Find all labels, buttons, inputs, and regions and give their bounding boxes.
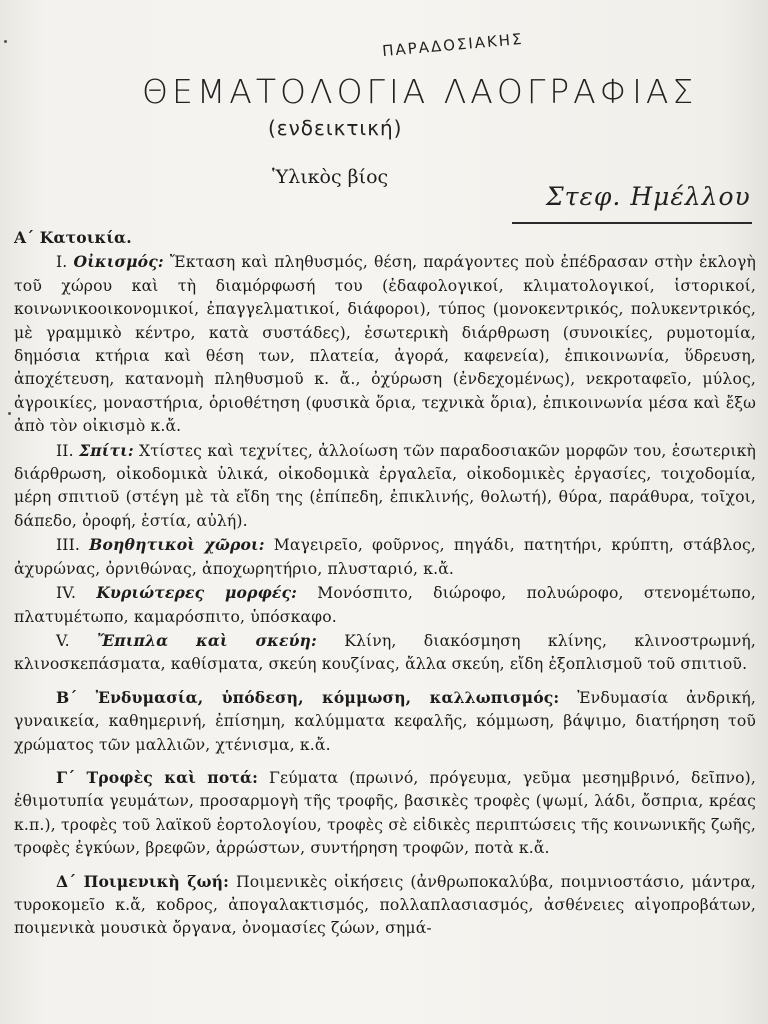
page-title: ΘΕΜΑΤΟΛΟΓΙΑ ΛΑΟΓΡΑΦΙΑΣ [142, 72, 698, 111]
section-c-heading: Γ΄ Τροφὲς καὶ ποτά: [56, 767, 259, 787]
item-text: Χτίστες καὶ τεχνίτες, ἀλλοίωση τῶν παραδοσιακῶν μορφῶν του, ἐσωτερικὴ διάρθρωση, οἰκοδομικὰ ὑλικά, οἰκοδομικὰ ἐργαλεῖα, οἰκοδομικὲς ἐργασίες, τοιχοδομία, μέρη σπιτιοῦ (στέγη μὲ τὰ εἴδη της (ἐπίπεδη, ἐπικλινής, θολωτή), θύρα, παράθυρα, τοῖχοι, δάπεδο, ὀροφή, ἑστία, αὐλή). [14, 441, 756, 530]
author-signature: Στεφ. Ημέλλου [546, 182, 751, 211]
scan-speck [8, 412, 11, 415]
item-text: Μονόσπιτο, διώροφο, πολυώροφο, στενομέτωπο, πλατυμέτωπο, καμαρόσπιτο, ὑπόσκαφο. [14, 584, 757, 626]
item-label: Οἰκισμός: [73, 252, 164, 272]
item-text: Κλίνη, διακόσμηση κλίνης, κλινοστρωμνή, κλινοσκεπάσματα, καθίσματα, σκεύη κουζίνας, ἄλλα σκεύη, εἴδη ἐξοπλισμοῦ τοῦ σπιτιοῦ. [14, 631, 757, 674]
item-text: Μαγειρεῖο, φοῦρνος, πηγάδι, πατητήρι, κρύπτη, στάβλος, ἀχυρώνας, ὀρνιθώνας, ἀποχωρητήριο, πλυσταριό, κ.ἄ. [14, 536, 757, 578]
section-a-item-2 [14, 439, 756, 534]
scan-speck [4, 40, 7, 43]
author-underline [512, 222, 752, 224]
item-number: V. [56, 631, 70, 650]
section-a-item-3 [14, 533, 756, 581]
section-c-text: Γεύματα (πρωινό, πρόγευμα, γεῦμα μεσημβρινό, δεῖπνο), ἐθιμοτυπία γευμάτων, προσαρμογὴ τῆς τροφῆς, βασικὲς τροφὲς (ψωμί, λάδι, ὄσπρια, κρέας κ.π.), τροφὲς τοῦ λαϊκοῦ ἑορτολογίου, τροφὲς σὲ εἰδικὲς περιπτώσεις τῆς κοινωνικῆς ζωῆς, τροφὲς ἐγκύων, βρεφῶν, ἀρρώστων, συντήρηση τροφῶν, ποτὰ κ.ἄ. [14, 768, 756, 858]
section-a-item-1 [14, 250, 756, 438]
section-c [14, 766, 756, 861]
item-number: ΙΙ. [56, 441, 74, 460]
section-b [14, 686, 756, 757]
topic-heading: Ὑλικὸς βίος [272, 166, 389, 188]
document-body [14, 226, 756, 941]
item-number: ΙΙΙ. [56, 536, 81, 555]
page-subtitle: (ενδεικτική) [268, 116, 403, 140]
section-d-text: Ποιμενικὲς οἰκήσεις (ἀνθρωποκαλύβα, ποιμνιοστάσιο, μάντρα, τυροκομεῖο κ.ἄ, κοδρος, ἀπογαλακτισμός, πολλαπλασιασμός, ἀσθένειες αἰγοπροβάτων, ποιμενικὰ μουσικὰ ὄργανα, ὀνομασίες ζώων, σημά- [14, 872, 757, 938]
section-b-text: Ἐνδυμασία ἀνδρική, γυναικεία, καθημερινή, ἐπίσημη, καλύμματα κεφαλῆς, κόμμωση, βάψιμο, διατήρηση τοῦ χρώματος τῶν μαλλιῶν, χτένισμα, κ.ἄ. [14, 688, 756, 754]
item-number: Ι. [56, 253, 68, 272]
section-d-heading: Δ΄ Ποιμενικὴ ζωή: [56, 871, 230, 891]
item-label: Ἔπιπλα καὶ σκεύη: [97, 630, 317, 650]
item-number: IV. [56, 584, 77, 603]
item-label: Κυριώτερες μορφές: [96, 583, 298, 603]
section-a-item-5 [14, 629, 756, 677]
section-a-label: Α΄ Κατοικία. [14, 228, 132, 247]
section-d [14, 870, 756, 941]
handwritten-note: ΠΑΡΑΔΟΣΙΑΚΗΣ [381, 29, 525, 61]
item-label: Βοηθητικοὶ χῶροι: [89, 535, 265, 555]
item-text: Ἔκταση καὶ πληθυσμός, θέση, παράγοντες ποὺ ἐπέδρασαν στὴν ἐκλογὴ τοῦ χώρου καὶ τὴ διαμόρφωσή του (ἐδαφολογικοί, κλιματολογικοί, ἱστορικοί, κοινωνικοοικονομικοί, ἐπαγγελματικοί, διάφοροι), τύπος (μονοκεντρικός, πολυκεντρικός, μὲ γραμμικὸ κέντρο, κατὰ συστάδες), ἐσωτερικὴ διάρθρωση (συνοικίες, ρυμοτομία, δημόσια κτήρια καὶ θέση των, πλατεία, ἀγορά, καφενεία), ἐπικοινωνία, ὕδρευση, ἀποχέτευση, κατανομὴ πληθυσμοῦ κ. ἄ., ὀχύρωση (ἐνδεχομένως), νεκροταφεῖο, μύλος, ἀγροικίες, μοναστήρια, ὁριοθέτηση (φυσικὰ ὅρια, τεχνικὰ ὅρια), ἐπικοινωνία μέσα καὶ ἔξω ἀπὸ τὸν οἰκισμὸ κ.ἄ. [14, 253, 757, 436]
item-label: Σπίτι: [79, 440, 134, 460]
section-a-item-4 [14, 581, 756, 629]
section-a-heading [14, 226, 756, 250]
section-b-heading: Β΄ Ἐνδυμασία, ὑπόδεση, κόμμωση, καλλωπισμός: [56, 687, 560, 707]
